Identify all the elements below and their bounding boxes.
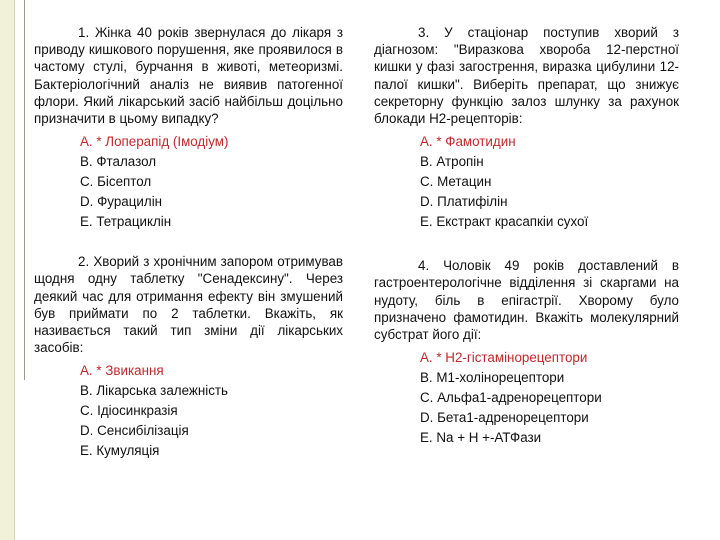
question-stem: 2. Хворий з хронічним запором отримував щодня одну таблетку "Сенадексину". Через деякий час для отримання ефекту він змушений був приймати по 2 таблетки. Вкажіть, як називається такий тип зміни дії лікарських засобів: <box>34 254 343 356</box>
answer-option: В. Атропін <box>420 154 484 170</box>
answer-option: Е. Тетрациклін <box>80 214 172 230</box>
answer-option: С. Ідіосинкразія <box>80 403 178 419</box>
question-stem: 3. У стаціонар поступив хворий з діагнозом: "Виразкова хвороба 12-перстної кишки у фазі загострення, виразка цибулини 12-палої кишки". Виберіть препарат, що знижує секреторну функцію залоз шлунку за рахунок блокади Н2-рецепторів: <box>374 25 679 127</box>
question-1 <box>34 24 343 230</box>
answer-option-correct: А. * Звикання <box>80 363 164 379</box>
question-stem: 4. Чоловік 49 років доставлений в гастроентерологічне відділення зі скаргами на нудоту, біль в епігастрії. Хворому було призначено фамотидин. Вкажіть молекулярний субстрат його дії: <box>374 258 679 343</box>
answer-option: Е. Na + H +-АТФази <box>420 430 542 446</box>
answer-option: D. Фурацилін <box>80 194 163 210</box>
right-column <box>374 24 679 451</box>
answer-option-correct: А. * Лоперапід (Імодіум) <box>80 134 229 150</box>
side-decor-bar <box>0 0 15 540</box>
answer-option-correct: А. * Фамотидин <box>420 134 516 150</box>
answer-option: В. М1-холінорецептори <box>420 370 565 386</box>
answer-option: С. Альфа1-адренорецептори <box>420 390 602 406</box>
answer-option: D. Сенсибілізація <box>80 423 189 439</box>
answer-option: D. Платифілін <box>420 194 508 210</box>
answer-option: В. Фталазол <box>80 154 157 170</box>
answer-option: D. Бета1-адренорецептори <box>420 410 589 426</box>
answer-option: Е. Екстракт красапкіи сухої <box>420 214 589 230</box>
side-accent-line <box>24 0 25 380</box>
answer-option: Е. Кумуляція <box>80 443 160 459</box>
answer-option: В. Лікарська залежність <box>80 383 229 399</box>
answer-option-correct: А. * Н2-гістамінорецептори <box>420 350 588 366</box>
question-stem: 1. Жінка 40 років звернулася до лікаря з приводу кишкового порушення, яке проявилося в частому стулі, бурчання в животі, метеоризмі. Бактеріологічний аналіз не виявив патогенної флори. Який лікарський засіб найбільш доцільно призначити в цьому випадку? <box>34 25 343 127</box>
left-column <box>34 24 343 464</box>
answer-option: С. Бісептол <box>80 174 152 190</box>
question-2 <box>34 253 343 459</box>
answer-option: С. Метацин <box>420 174 492 190</box>
question-4 <box>374 257 679 446</box>
question-3 <box>374 24 679 230</box>
